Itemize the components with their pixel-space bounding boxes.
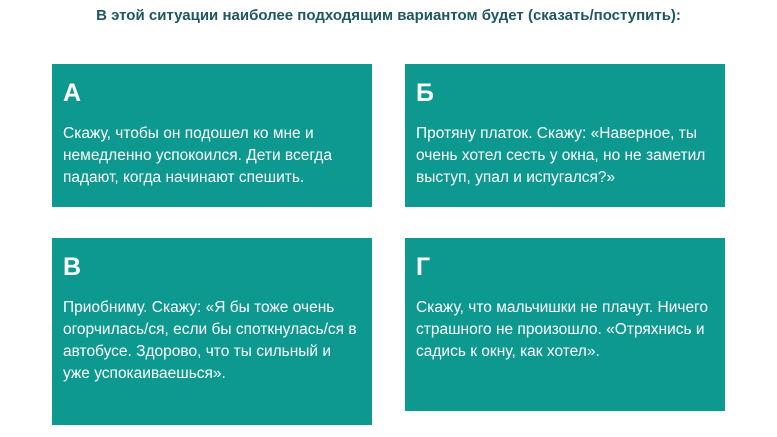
option-text-c: Приобниму. Скажу: «Я бы тоже очень огорчилась/ся, если бы споткнулась/ся в автобусе. Здорово, что ты сильный и уже успокаиваешься». — [63, 299, 357, 382]
option-letter-d: Г — [416, 253, 431, 281]
option-card-d[interactable] — [405, 238, 725, 411]
option-text-d: Скажу, что мальчишки не плачут. Ничего страшного не произошло. «Отряхнись и садись к окну, как хотел». — [416, 299, 708, 360]
option-card-b[interactable] — [405, 64, 725, 207]
option-letter-a: А — [63, 79, 82, 107]
option-card-a[interactable] — [52, 64, 372, 207]
question-title: В этой ситуации наиболее подходящим вариантом будет (сказать/поступить): — [96, 7, 681, 24]
option-letter-c: В — [63, 253, 82, 281]
option-letter-b: Б — [416, 79, 434, 107]
option-text-b: Протяну платок. Скажу: «Наверное, ты очень хотел сесть у окна, но не заметил выступ, упал и испугался?» — [416, 125, 706, 186]
option-text-a: Скажу, чтобы он подошел ко мне и немедленно успокоился. Дети всегда падают, когда начинают спешить. — [63, 125, 332, 186]
option-card-c[interactable] — [52, 238, 372, 425]
